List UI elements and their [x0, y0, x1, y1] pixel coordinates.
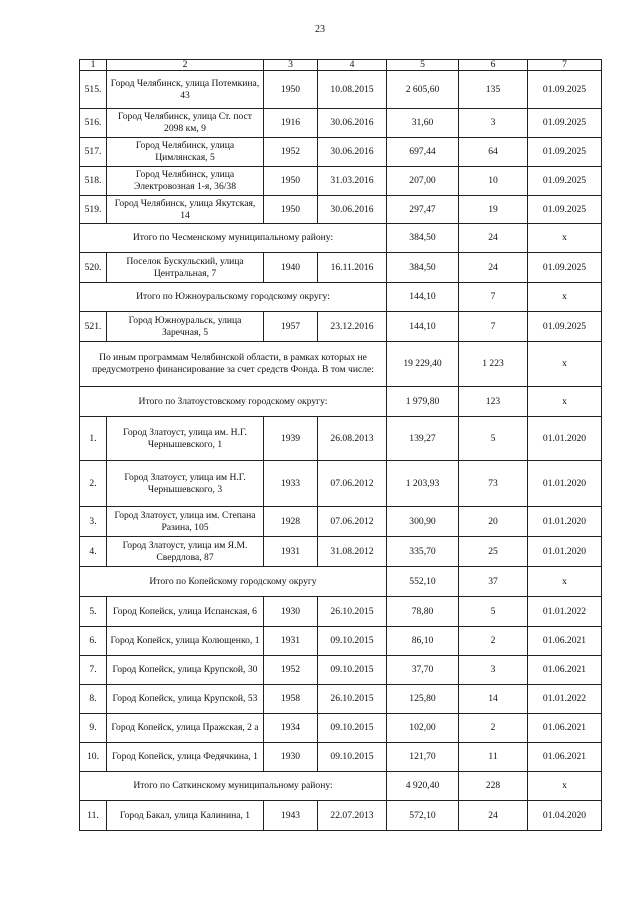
residents-cell: 7: [459, 312, 528, 342]
emergency-date-cell: 23.12.2016: [318, 312, 387, 342]
resettlement-deadline-cell: 01.01.2020: [528, 537, 602, 567]
area-cell: 121,70: [387, 743, 459, 772]
area-cell: 300,90: [387, 507, 459, 537]
page-number: 23: [315, 24, 325, 35]
summary-row: [80, 342, 602, 387]
residents-cell: 20: [459, 507, 528, 537]
area-cell: 78,80: [387, 597, 459, 627]
address-cell: Город Челябинск, улица Цимлянская, 5: [107, 138, 264, 167]
resettlement-deadline-cell: 01.01.2022: [528, 685, 602, 714]
resettlement-deadline-cell: 01.01.2020: [528, 417, 602, 461]
emergency-date-cell: 31.03.2016: [318, 167, 387, 196]
table-row: [80, 801, 602, 831]
resettlement-deadline-cell: 01.06.2021: [528, 714, 602, 743]
table-row: [80, 71, 602, 109]
address-cell: Город Копейск, улица Пражская, 2 а: [107, 714, 264, 743]
total-residents: 37: [459, 567, 528, 597]
address-cell: Город Бакал, улица Калинина, 1: [107, 801, 264, 831]
row-number: 6.: [80, 627, 107, 656]
address-cell: Город Златоуст, улица им Н.Г. Чернышевского, 3: [107, 461, 264, 507]
summary-row: [80, 567, 602, 597]
resettlement-deadline-cell: 01.01.2020: [528, 507, 602, 537]
row-number: 7.: [80, 656, 107, 685]
year-built-cell: 1943: [264, 801, 318, 831]
residents-cell: 10: [459, 167, 528, 196]
year-built-cell: 1952: [264, 138, 318, 167]
emergency-date-cell: 09.10.2015: [318, 656, 387, 685]
area-cell: 31,60: [387, 109, 459, 138]
residents-cell: 11: [459, 743, 528, 772]
emergency-date-cell: 09.10.2015: [318, 743, 387, 772]
year-built-cell: 1916: [264, 109, 318, 138]
address-cell: Город Южноуральск, улица Заречная, 5: [107, 312, 264, 342]
address-cell: Город Златоуст, улица им Я.М. Свердлова, 87: [107, 537, 264, 567]
summary-label: По иным программам Челябинской области, в рамках которых не предусмотрено финансирование за счет средств Фонда. В том числе:: [80, 342, 387, 387]
area-cell: 139,27: [387, 417, 459, 461]
emergency-date-cell: 22.07.2013: [318, 801, 387, 831]
table-row: [80, 312, 602, 342]
table-row: [80, 597, 602, 627]
area-cell: 102,00: [387, 714, 459, 743]
table-row: [80, 743, 602, 772]
row-number: 10.: [80, 743, 107, 772]
table-row: [80, 417, 602, 461]
residents-cell: 64: [459, 138, 528, 167]
summary-label: Итого по Златоустовскому городскому округу:: [80, 387, 387, 417]
emergency-date-cell: 07.06.2012: [318, 461, 387, 507]
table-row: [80, 196, 602, 224]
table-row: [80, 138, 602, 167]
resettlement-deadline-cell: 01.09.2025: [528, 109, 602, 138]
resettlement-deadline-cell: 01.01.2020: [528, 461, 602, 507]
deadline-cell: х: [528, 342, 602, 387]
column-number-row: [80, 60, 602, 71]
residents-cell: 14: [459, 685, 528, 714]
table-row: [80, 656, 602, 685]
table-row: [80, 627, 602, 656]
table-row: [80, 714, 602, 743]
area-cell: 37,70: [387, 656, 459, 685]
summary-label: Итого по Саткинскому муниципальному району:: [80, 772, 387, 801]
row-number: 2.: [80, 461, 107, 507]
resettlement-deadline-cell: 01.09.2025: [528, 138, 602, 167]
summary-row: [80, 387, 602, 417]
emergency-date-cell: 30.06.2016: [318, 196, 387, 224]
resettlement-deadline-cell: 01.06.2021: [528, 656, 602, 685]
area-cell: 297,47: [387, 196, 459, 224]
total-area: 19 229,40: [387, 342, 459, 387]
total-area: 144,10: [387, 283, 459, 312]
residents-cell: 19: [459, 196, 528, 224]
year-built-cell: 1928: [264, 507, 318, 537]
area-cell: 86,10: [387, 627, 459, 656]
column-number: 7: [528, 60, 602, 71]
address-cell: Город Копейск, улица Крупской, 53: [107, 685, 264, 714]
resettlement-deadline-cell: 01.09.2025: [528, 312, 602, 342]
residents-cell: 24: [459, 801, 528, 831]
total-residents: 123: [459, 387, 528, 417]
total-area: 1 979,80: [387, 387, 459, 417]
table-row: [80, 461, 602, 507]
emergency-date-cell: 26.08.2013: [318, 417, 387, 461]
total-residents: 24: [459, 224, 528, 253]
year-built-cell: 1930: [264, 743, 318, 772]
housing-register-table: [79, 59, 602, 831]
total-area: 4 920,40: [387, 772, 459, 801]
table-row: [80, 507, 602, 537]
deadline-cell: х: [528, 224, 602, 253]
emergency-date-cell: 09.10.2015: [318, 627, 387, 656]
emergency-date-cell: 31.08.2012: [318, 537, 387, 567]
year-built-cell: 1957: [264, 312, 318, 342]
area-cell: 572,10: [387, 801, 459, 831]
address-cell: Город Копейск, улица Крупской, 30: [107, 656, 264, 685]
address-cell: Город Копейск, улица Федячкина, 1: [107, 743, 264, 772]
row-number: 517.: [80, 138, 107, 167]
area-cell: 125,80: [387, 685, 459, 714]
emergency-date-cell: 30.06.2016: [318, 109, 387, 138]
row-number: 4.: [80, 537, 107, 567]
total-residents: 7: [459, 283, 528, 312]
address-cell: Город Копейск, улица Колющенко, 1: [107, 627, 264, 656]
row-number: 516.: [80, 109, 107, 138]
resettlement-deadline-cell: 01.09.2025: [528, 167, 602, 196]
address-cell: Город Челябинск, улица Потемкина, 43: [107, 71, 264, 109]
resettlement-deadline-cell: 01.06.2021: [528, 743, 602, 772]
emergency-date-cell: 09.10.2015: [318, 714, 387, 743]
year-built-cell: 1950: [264, 196, 318, 224]
residents-cell: 73: [459, 461, 528, 507]
column-number: 6: [459, 60, 528, 71]
area-cell: 335,70: [387, 537, 459, 567]
emergency-date-cell: 10.08.2015: [318, 71, 387, 109]
address-cell: Город Челябинск, улица Ст. пост 2098 км, 9: [107, 109, 264, 138]
total-area: 384,50: [387, 224, 459, 253]
residents-cell: 2: [459, 714, 528, 743]
residents-cell: 3: [459, 109, 528, 138]
address-cell: Город Златоуст, улица им. Степана Разина, 105: [107, 507, 264, 537]
table-row: [80, 253, 602, 283]
emergency-date-cell: 07.06.2012: [318, 507, 387, 537]
address-cell: Город Копейск, улица Испанская, 6: [107, 597, 264, 627]
total-residents: 228: [459, 772, 528, 801]
year-built-cell: 1931: [264, 537, 318, 567]
summary-row: [80, 283, 602, 312]
residents-cell: 5: [459, 597, 528, 627]
total-residents: 1 223: [459, 342, 528, 387]
year-built-cell: 1939: [264, 417, 318, 461]
deadline-cell: х: [528, 283, 602, 312]
year-built-cell: 1940: [264, 253, 318, 283]
area-cell: 384,50: [387, 253, 459, 283]
resettlement-deadline-cell: 01.04.2020: [528, 801, 602, 831]
row-number: 3.: [80, 507, 107, 537]
residents-cell: 24: [459, 253, 528, 283]
summary-label: Итого по Чесменскому муниципальному району:: [80, 224, 387, 253]
area-cell: 2 605,60: [387, 71, 459, 109]
row-number: 515.: [80, 71, 107, 109]
resettlement-deadline-cell: 01.06.2021: [528, 627, 602, 656]
summary-row: [80, 224, 602, 253]
year-built-cell: 1934: [264, 714, 318, 743]
area-cell: 207,00: [387, 167, 459, 196]
summary-label: Итого по Южноуральскому городскому округу:: [80, 283, 387, 312]
year-built-cell: 1952: [264, 656, 318, 685]
total-area: 552,10: [387, 567, 459, 597]
year-built-cell: 1931: [264, 627, 318, 656]
area-cell: 1 203,93: [387, 461, 459, 507]
row-number: 9.: [80, 714, 107, 743]
resettlement-deadline-cell: 01.01.2022: [528, 597, 602, 627]
table-row: [80, 685, 602, 714]
deadline-cell: х: [528, 387, 602, 417]
column-number: 3: [264, 60, 318, 71]
year-built-cell: 1958: [264, 685, 318, 714]
column-number: 2: [107, 60, 264, 71]
residents-cell: 2: [459, 627, 528, 656]
area-cell: 697,44: [387, 138, 459, 167]
table-row: [80, 537, 602, 567]
column-number: 1: [80, 60, 107, 71]
emergency-date-cell: 16.11.2016: [318, 253, 387, 283]
row-number: 8.: [80, 685, 107, 714]
column-number: 4: [318, 60, 387, 71]
address-cell: Город Златоуст, улица им. Н.Г. Чернышевского, 1: [107, 417, 264, 461]
emergency-date-cell: 30.06.2016: [318, 138, 387, 167]
address-cell: Поселок Бускульский, улица Центральная, 7: [107, 253, 264, 283]
summary-row: [80, 772, 602, 801]
deadline-cell: х: [528, 567, 602, 597]
residents-cell: 25: [459, 537, 528, 567]
emergency-date-cell: 26.10.2015: [318, 597, 387, 627]
row-number: 5.: [80, 597, 107, 627]
year-built-cell: 1930: [264, 597, 318, 627]
table-row: [80, 109, 602, 138]
row-number: 518.: [80, 167, 107, 196]
residents-cell: 5: [459, 417, 528, 461]
resettlement-deadline-cell: 01.09.2025: [528, 71, 602, 109]
row-number: 519.: [80, 196, 107, 224]
residents-cell: 3: [459, 656, 528, 685]
deadline-cell: х: [528, 772, 602, 801]
column-number: 5: [387, 60, 459, 71]
residents-cell: 135: [459, 71, 528, 109]
address-cell: Город Челябинск, улица Электровозная 1-я, 36/38: [107, 167, 264, 196]
row-number: 520.: [80, 253, 107, 283]
row-number: 11.: [80, 801, 107, 831]
year-built-cell: 1950: [264, 71, 318, 109]
table-row: [80, 167, 602, 196]
year-built-cell: 1933: [264, 461, 318, 507]
year-built-cell: 1950: [264, 167, 318, 196]
resettlement-deadline-cell: 01.09.2025: [528, 196, 602, 224]
area-cell: 144,10: [387, 312, 459, 342]
address-cell: Город Челябинск, улица Якутская, 14: [107, 196, 264, 224]
emergency-date-cell: 26.10.2015: [318, 685, 387, 714]
row-number: 1.: [80, 417, 107, 461]
resettlement-deadline-cell: 01.09.2025: [528, 253, 602, 283]
row-number: 521.: [80, 312, 107, 342]
summary-label: Итого по Копейскому городскому округу: [80, 567, 387, 597]
